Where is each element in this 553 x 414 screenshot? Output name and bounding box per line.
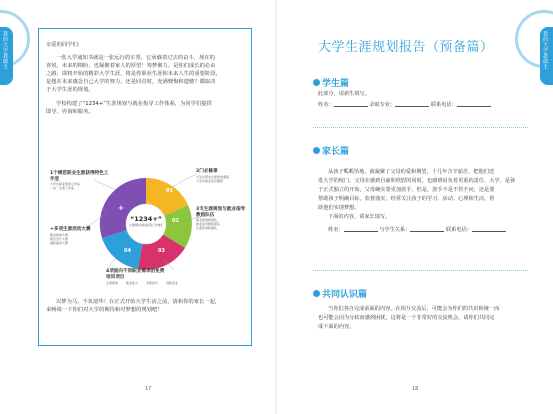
relation-label: 与学生关系： (379, 227, 411, 233)
text-line: 于大学生涯的规划。 (46, 87, 94, 93)
text-line: 学校构建了“1234+”生涯规划与就业指导工作体系，为同学们提供 (56, 101, 212, 107)
parent-paragraph (318, 168, 528, 222)
side-tab-right[interactable] (540, 27, 553, 85)
item-4-line: 职业能力 (126, 281, 139, 285)
item-1-title: 1个模范职业生涯获得特色工作室 (50, 171, 109, 182)
text-line: 一张入学通知书就是一张远行的车票，它承载着过去的奋斗，现在的 (56, 55, 215, 61)
system-diagram (46, 160, 246, 288)
text-line: 即导、咨询和服务。 (46, 109, 94, 115)
text-line: 助他们实现梦想。 (318, 205, 360, 211)
phone-label: 联系电话： (430, 102, 457, 108)
college-field[interactable] (395, 101, 429, 107)
name-field[interactable] (344, 226, 378, 232)
item-5-line: 模拟面试大赛 (50, 241, 69, 245)
section-label: 家长篇 (322, 147, 350, 157)
dotted-divider (313, 127, 528, 128)
item-3-title: 3支生涯规划与就业指导教师队伍 (196, 207, 246, 218)
shared-paragraph (318, 305, 528, 332)
item-3-line: 就业指导教师团队 (196, 222, 221, 226)
side-tab-left[interactable] (0, 27, 13, 85)
center-subtitle: 生涯规划与就业指导工作体系 (129, 224, 163, 227)
name-label: 姓名： (328, 227, 344, 233)
item-4-line: 创新创业 (166, 281, 179, 285)
text-line: 从孩子呱呱坠地，就凝聚了父母的爱和期望，十几年含辛茹苦，把他们送 (328, 169, 495, 175)
item-2-title: 2门必修课 (196, 169, 218, 174)
segment-number: + (118, 204, 124, 212)
text-line: 是想在未来感念自己大学的努力，还是回首时，充满懊悔和遗憾？都取决 (46, 79, 216, 85)
text-line: 子正式独立的开始，父母确实要更加放手，但是，放手不是不管不问，还是要 (318, 187, 495, 193)
segment-number: 04 (124, 248, 131, 254)
side-tab-label: 我的大学我做主 (542, 31, 548, 70)
section-label: 共同认识篇 (322, 290, 368, 300)
text-line: 来畅谈一下你们对大学的期待和对梦想的规划吧！ (46, 307, 163, 313)
text-line: 之路，即将开始的精彩大学生涯，将是你职业生涯和未来人生的重要阶段， (46, 71, 221, 77)
item-5-title: +多项生涯活动大赛 (50, 227, 91, 232)
bullet-dot (313, 290, 320, 297)
parent-form-line (318, 226, 538, 235)
item-4-line: 求职技巧 (146, 281, 159, 285)
text-line: 下面的内容，请家长填写。 (328, 214, 391, 220)
phone-label: 联系电话： (446, 227, 472, 233)
left-page (0, 0, 276, 414)
text-line: 进大学的校门，父母在感到自豪和欣慰的同时，也感到肩负着更重的责任。大学，是孩 (318, 178, 516, 184)
item-4-line: 生涯规划 (106, 281, 119, 285)
bullet-dot (313, 147, 320, 154)
text-line: 以梦为马，不负韶华！在正式开始大学生活之前，请和你的家长一起， (56, 299, 221, 305)
section-shared-heading (313, 287, 367, 300)
section-parent-heading (313, 144, 349, 157)
item-1-line: —校一生涯工作室 (50, 186, 75, 190)
item-5-line: 职业规划大赛 (50, 233, 69, 237)
student-form-line (318, 101, 528, 110)
greeting: 亲爱的同学们: (46, 42, 80, 48)
phone-field[interactable] (457, 101, 491, 107)
page-number: 18 (412, 386, 419, 392)
closing-paragraph (46, 298, 251, 314)
college-label: 录取专业： (369, 102, 396, 108)
section-label: 学生篇 (322, 79, 350, 89)
item-5-line: 简历设计大赛 (50, 237, 69, 241)
text-line: 也可能会因为分歧而感到困扰，这将是一个非常好的交流机会，请你们共同完 (318, 315, 495, 321)
segment-number: 03 (158, 248, 165, 254)
report-title: 大学生涯规划报告（预备篇） (318, 40, 494, 55)
name-field[interactable] (334, 101, 368, 107)
item-2-line: 大学生就业指导课程 (196, 179, 224, 183)
item-3-line: 职业规划师团队 (196, 218, 218, 222)
bullet-dot (313, 79, 320, 86)
section-student-heading (313, 76, 349, 89)
page-number: 17 (145, 386, 152, 392)
item-3-line: 生涯咨询师团队 (196, 226, 218, 230)
dotted-divider (313, 270, 528, 271)
phone-field[interactable] (472, 226, 506, 232)
segment-number: 01 (166, 188, 173, 194)
student-instruction: 此部分，请新生填写。 (318, 91, 370, 97)
text-line: 当你们各自完成前面的内容，在相互交流后，可能会为你们的共识和统一而 (328, 306, 500, 312)
item-2-line: 大学生职业生涯规划课程 (196, 175, 230, 179)
side-tab-label: 我的大学我做主 (2, 31, 8, 70)
text-line: 帮助孩子明确目标，监督落实，经常关注孩子的学习、活动、心理和生活，帮 (318, 196, 495, 202)
text-line: 喜悦，未来的期盼，也凝聚着家人的厚望！筹梦聚力，是你们成长的必由 (46, 63, 216, 69)
item-4-title: 4项面向不同职业需求的免费培训项目 (106, 269, 165, 280)
segment-number: 02 (172, 218, 179, 224)
relation-field[interactable] (410, 226, 444, 232)
center-title: “1234+” (129, 215, 163, 223)
name-label: 姓名： (318, 102, 334, 108)
intro-paragraph (46, 54, 246, 94)
system-paragraph (46, 100, 246, 116)
text-line: 成下面的内容。 (318, 324, 355, 330)
item-1-line: 大学生职业规划工作室 (50, 182, 81, 186)
